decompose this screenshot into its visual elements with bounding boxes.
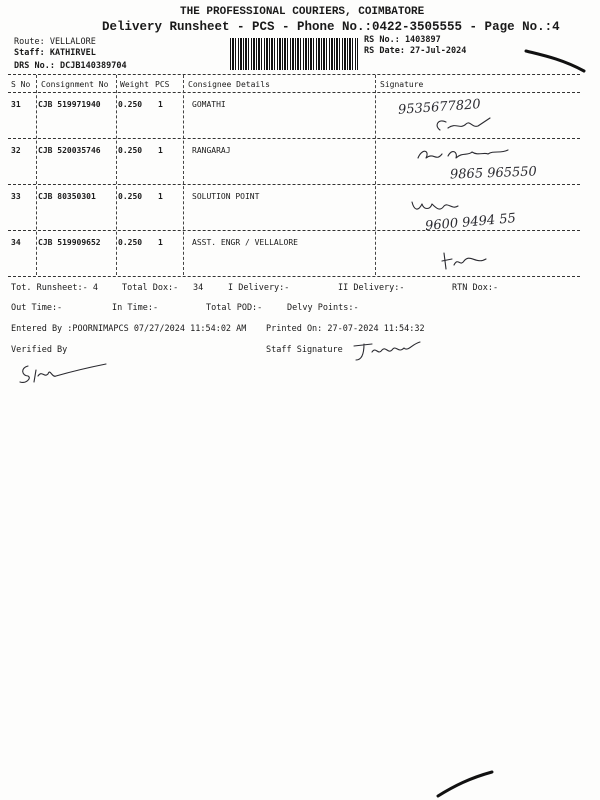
route-label: Route: VELLALORE — [14, 37, 96, 47]
rs-number: RS No.: 1403897 — [364, 35, 441, 45]
row-consignee: ASST. ENGR / VELLALORE — [192, 238, 298, 247]
col-header-signature: Signature — [380, 80, 424, 89]
col-separator — [116, 75, 117, 275]
rs-date: RS Date: 27-Jul-2024 — [364, 46, 467, 56]
row-pcs: 1 — [158, 192, 163, 201]
in-time: In Time:- — [112, 303, 159, 313]
row-consignment: CJB 519971940 — [38, 100, 101, 109]
row-rule — [8, 138, 580, 139]
row-consignment: CJB 80350301 — [38, 192, 96, 201]
recipient-signature — [412, 144, 522, 168]
table-top-rule — [8, 74, 580, 75]
row-sno: 34 — [11, 238, 21, 247]
col-header-consignment: Consignment No — [41, 80, 109, 89]
printed-on: Printed On: 27-07-2024 11:54:32 — [266, 324, 425, 334]
col-separator — [36, 75, 37, 275]
drs-number: DRS No.: DCJB140389704 — [14, 61, 127, 71]
col-separator — [183, 75, 184, 275]
table-header-rule — [8, 92, 580, 93]
row-weight: 0.250 — [118, 238, 143, 247]
scan-mark — [522, 45, 592, 75]
out-time: Out Time:- — [11, 303, 63, 313]
ii-delivery: II Delivery:- — [338, 283, 405, 293]
row-consignee: RANGARAJ — [192, 146, 231, 155]
staff-signature — [350, 338, 430, 368]
rtn-dox: RTN Dox:- — [452, 283, 499, 293]
entered-by: Entered By :POORNIMAPCS 07/27/2024 11:54:02 AM — [11, 324, 247, 334]
row-pcs: 1 — [158, 238, 163, 247]
row-consignee: SOLUTION POINT — [192, 192, 260, 201]
row-rule — [8, 184, 580, 185]
staff-signature-label: Staff Signature — [266, 345, 343, 355]
row-consignee: GOMATHI — [192, 100, 226, 109]
col-header-consignee: Consignee Details — [188, 80, 270, 89]
handwritten-phone: 9535677820 — [397, 97, 482, 118]
col-header-sno: S No — [11, 80, 31, 89]
row-sno: 32 — [11, 146, 21, 155]
col-header-pcs: PCS — [155, 80, 170, 89]
handwritten-phone: 9600 9494 55 — [424, 211, 517, 234]
verified-by: Verified By — [11, 345, 68, 355]
tot-runsheet: Tot. Runsheet:- 4 — [11, 283, 98, 293]
recipient-signature — [430, 112, 500, 136]
col-separator — [375, 75, 376, 275]
row-weight: 0.250 — [118, 146, 143, 155]
recipient-signature — [438, 247, 498, 273]
total-pod: Total POD:- — [206, 303, 263, 313]
total-dox-value: 34 — [193, 283, 204, 293]
col-header-weight: Weight — [120, 80, 149, 89]
runsheet-title: Delivery Runsheet - PCS - Phone No.:0422-3505555 - Page No.:4 — [102, 20, 560, 34]
company-title: THE PROFESSIONAL COURIERS, COIMBATORE — [180, 6, 425, 18]
barcode — [230, 38, 358, 70]
table-bottom-rule — [8, 276, 580, 277]
delvy-points: Delvy Points:- — [287, 303, 359, 313]
row-sno: 31 — [11, 100, 21, 109]
recipient-signature — [408, 196, 468, 218]
scan-mark — [430, 768, 500, 798]
verifier-signature — [14, 360, 114, 386]
row-pcs: 1 — [158, 146, 163, 155]
row-sno: 33 — [11, 192, 21, 201]
row-weight: 0.250 — [118, 192, 143, 201]
row-consignment: CJB 519909652 — [38, 238, 101, 247]
row-rule — [8, 230, 580, 231]
row-consignment: CJB 520035746 — [38, 146, 101, 155]
row-weight: 0.250 — [118, 100, 143, 109]
handwritten-phone: 9865 965550 — [449, 164, 538, 183]
total-dox: Total Dox:- — [122, 283, 179, 293]
staff-label: Staff: KATHIRVEL — [14, 48, 96, 58]
row-pcs: 1 — [158, 100, 163, 109]
i-delivery: I Delivery:- — [228, 283, 290, 293]
